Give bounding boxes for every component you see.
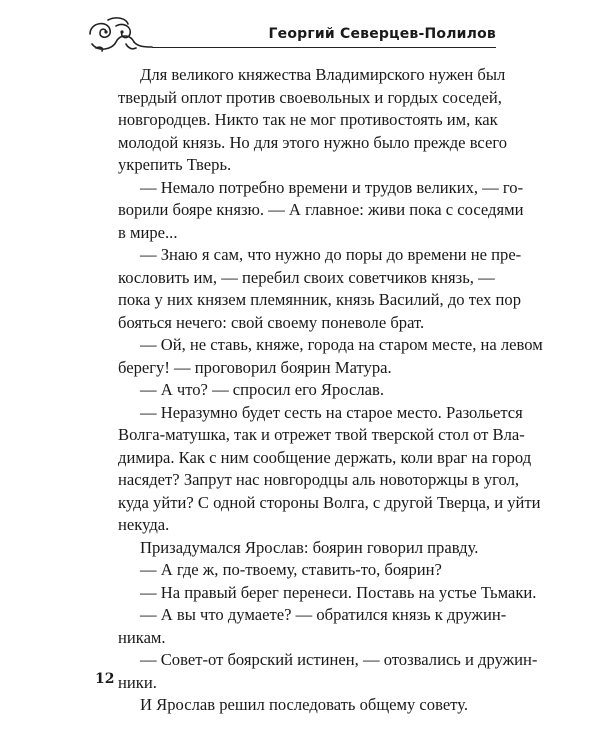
- text-line: некуда.: [118, 515, 170, 534]
- text-line: в мире...: [118, 222, 178, 242]
- running-header: [86, 14, 496, 54]
- text-line: — А где ж, по-твоему, ставить-то, боярин?: [140, 560, 442, 579]
- decorative-ornament-icon: [86, 14, 156, 54]
- text-line: укрепить Тверь.: [118, 155, 232, 174]
- text-line: пока у них князем племянник, князь Василий, до тех пор: [118, 290, 522, 309]
- text-line: — Знаю я сам, что нужно до поры до времени не пре-: [140, 245, 522, 264]
- text-line: димира. Как с ним сообщение держать, коли враг на город: [118, 447, 532, 467]
- text-line: — Ой, не ставь, княже, города на старом месте, на левом: [140, 335, 543, 354]
- text-line: Для великого княжества Владимирского нужен был: [140, 65, 506, 84]
- text-line: — А что? — спросил его Ярослав.: [140, 380, 385, 399]
- text-line: молодой князь. Но для этого нужно было прежде всего: [118, 132, 508, 152]
- author-name: Георгий Северцев-Полилов: [268, 26, 496, 42]
- text-line: кословить им, — перебил своих советчиков князь, —: [118, 267, 495, 287]
- text-line: насядет? Запрут нас новгородцы аль новоторжцы в угол,: [118, 470, 520, 489]
- text-line: ворили бояре князю. — А главное: живи пока с соседями: [118, 200, 524, 219]
- text-line: — Совет-от боярский истинен, — отозвались и дружин-: [140, 650, 538, 669]
- text-line: — Неразумно будет сесть на старое место. Разольется: [140, 402, 523, 422]
- page-number: 12: [95, 671, 115, 687]
- body-text: [118, 64, 543, 717]
- text-line: берегу! — проговорил боярин Матура.: [118, 357, 392, 377]
- text-line: Призадумался Ярослав: боярин говорил правду.: [140, 537, 479, 557]
- text-line: — А вы что думаете? — обратился князь к дружин-: [140, 605, 507, 624]
- text-line: твердый оплот против своевольных и гордых соседей,: [118, 87, 502, 107]
- text-line: бояться нечего: свой своему поневоле брат.: [118, 312, 425, 332]
- text-line: И Ярослав решил последовать общему совету.: [140, 695, 469, 714]
- text-line: — Немало потребно времени и трудов великих, — го-: [140, 177, 524, 197]
- text-line: — На правый берег перенеси. Поставь на устье Тьмаки.: [140, 582, 537, 602]
- text-line: ники.: [118, 672, 157, 692]
- text-line: никам.: [118, 627, 166, 647]
- text-line: куда уйти? С одной стороны Волга, с другой Тверца, и уйти: [118, 492, 541, 512]
- text-line: новгородцев. Никто так не мог противостоять им, как: [118, 110, 498, 129]
- header-rule: [152, 47, 496, 48]
- text-line: Волга-матушка, так и отрежет твой тверской стол от Вла-: [118, 425, 525, 444]
